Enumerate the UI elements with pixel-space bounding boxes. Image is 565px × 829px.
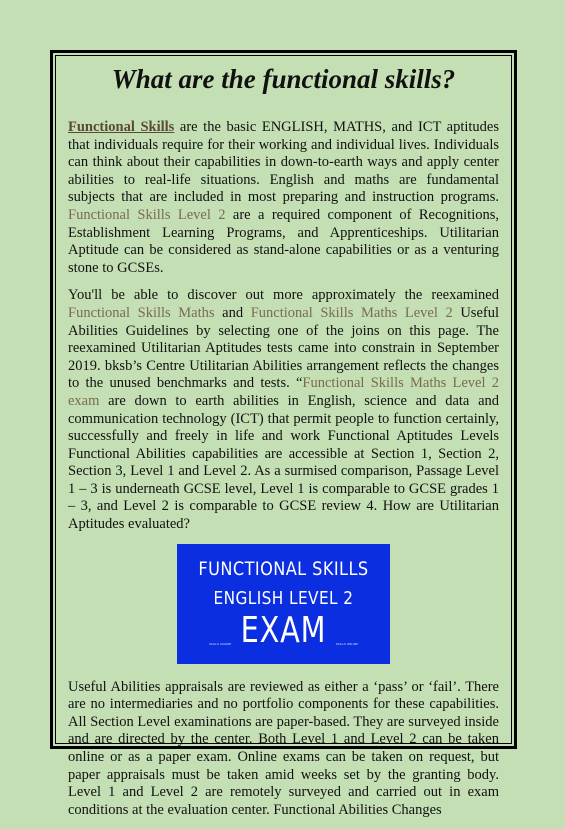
banner-logo-right: SKILLS ONLINE (335, 641, 358, 646)
banner-line-1: FUNCTIONAL SKILLS (198, 557, 369, 580)
banner-line-3: EXAM (240, 609, 327, 651)
banner-line-2: ENGLISH LEVEL 2 (213, 587, 354, 609)
paragraph-intro-text-2: are a required component of Recognitions, Establishment Learning Programs, and Apprenticeships. Utilitarian Aptitude can be considered as stand-alone capabilities or as a venturing stone to GCSEs. (68, 206, 499, 276)
page-title: What are the functional skills? (111, 64, 456, 94)
document-body (68, 62, 499, 829)
link-functional-skills-maths[interactable]: Functional Skills Maths (68, 304, 215, 321)
paragraph-intro-text-1: are the basic ENGLISH, MATHS, and ICT aptitudes that individuals require for their working and individual lives. Individuals can think about their capabilities in down-to-earth ways and apply center abilities to real-life situations. English and maths are fundamental subjects that are included in most preparing and instruction programs. (68, 119, 499, 206)
paragraph-guidelines-text-2: and (214, 304, 251, 321)
paragraph-guidelines-text-4: are down to earth abilities in English, science and data and communication technology (ICT) that permit people to function certainly, successfully and freely in life and work Functional Aptitudes Levels Functional Abilities capabilities are accessible at Section 1, Section 2, Section 3, Level 1 and Level 2. As a surmised comparison, Passage Level 1 – 3 is underneath GCSE level, Level 1 is comparable to GCSE grades 1 – 3, and Level 2 is comparable to GCSE review 4. How are Utilitarian Aptitudes evaluated? (68, 392, 499, 533)
link-functional-skills-level-2[interactable]: Functional Skills Level 2 (68, 206, 226, 223)
paragraph-guidelines (68, 287, 499, 533)
paragraph-assessment: Useful Abilities appraisals are reviewed as either a ‘pass’ or ‘fail’. There are no intermediaries and no portfolio components for these capabilities. All Section Level examinations are paper-based. They are surveyed inside and are directed by the center. Both Level 1 and Level 2 can be taken online or as a paper exam. Online exams can be taken on request, but paper appraisals must be taken amid weeks set by the granting body. Level 1 and Level 2 are remotely surveyed and carried out in exam conditions at the evaluation center. Functional Abilities Changes (68, 678, 499, 818)
link-functional-skills-maths-level-2-exam[interactable]: Functional Skills Maths Level 2 exam (68, 375, 499, 409)
link-functional-skills[interactable]: Functional Skills (68, 119, 175, 135)
link-functional-skills-maths-level-2[interactable]: Functional Skills Maths Level 2 (250, 304, 453, 321)
paragraph-guidelines-text-1: You'll be able to discover out more approximately the reexamined (68, 287, 499, 304)
exam-banner-image (177, 544, 390, 664)
paragraph-guidelines-text-3: Useful Abilities Guidelines by selecting one of the joins on this page. The reexamined Utilitarian Aptitudes tests came into constrain in September 2019. bksb’s Centre Utilitarian Abilities arrangement reflects the changes to the unused benchmarks and tests. “ (68, 304, 499, 392)
banner-logo-left: SKILLS ONLINE (209, 641, 232, 646)
paragraph-intro (68, 119, 499, 277)
